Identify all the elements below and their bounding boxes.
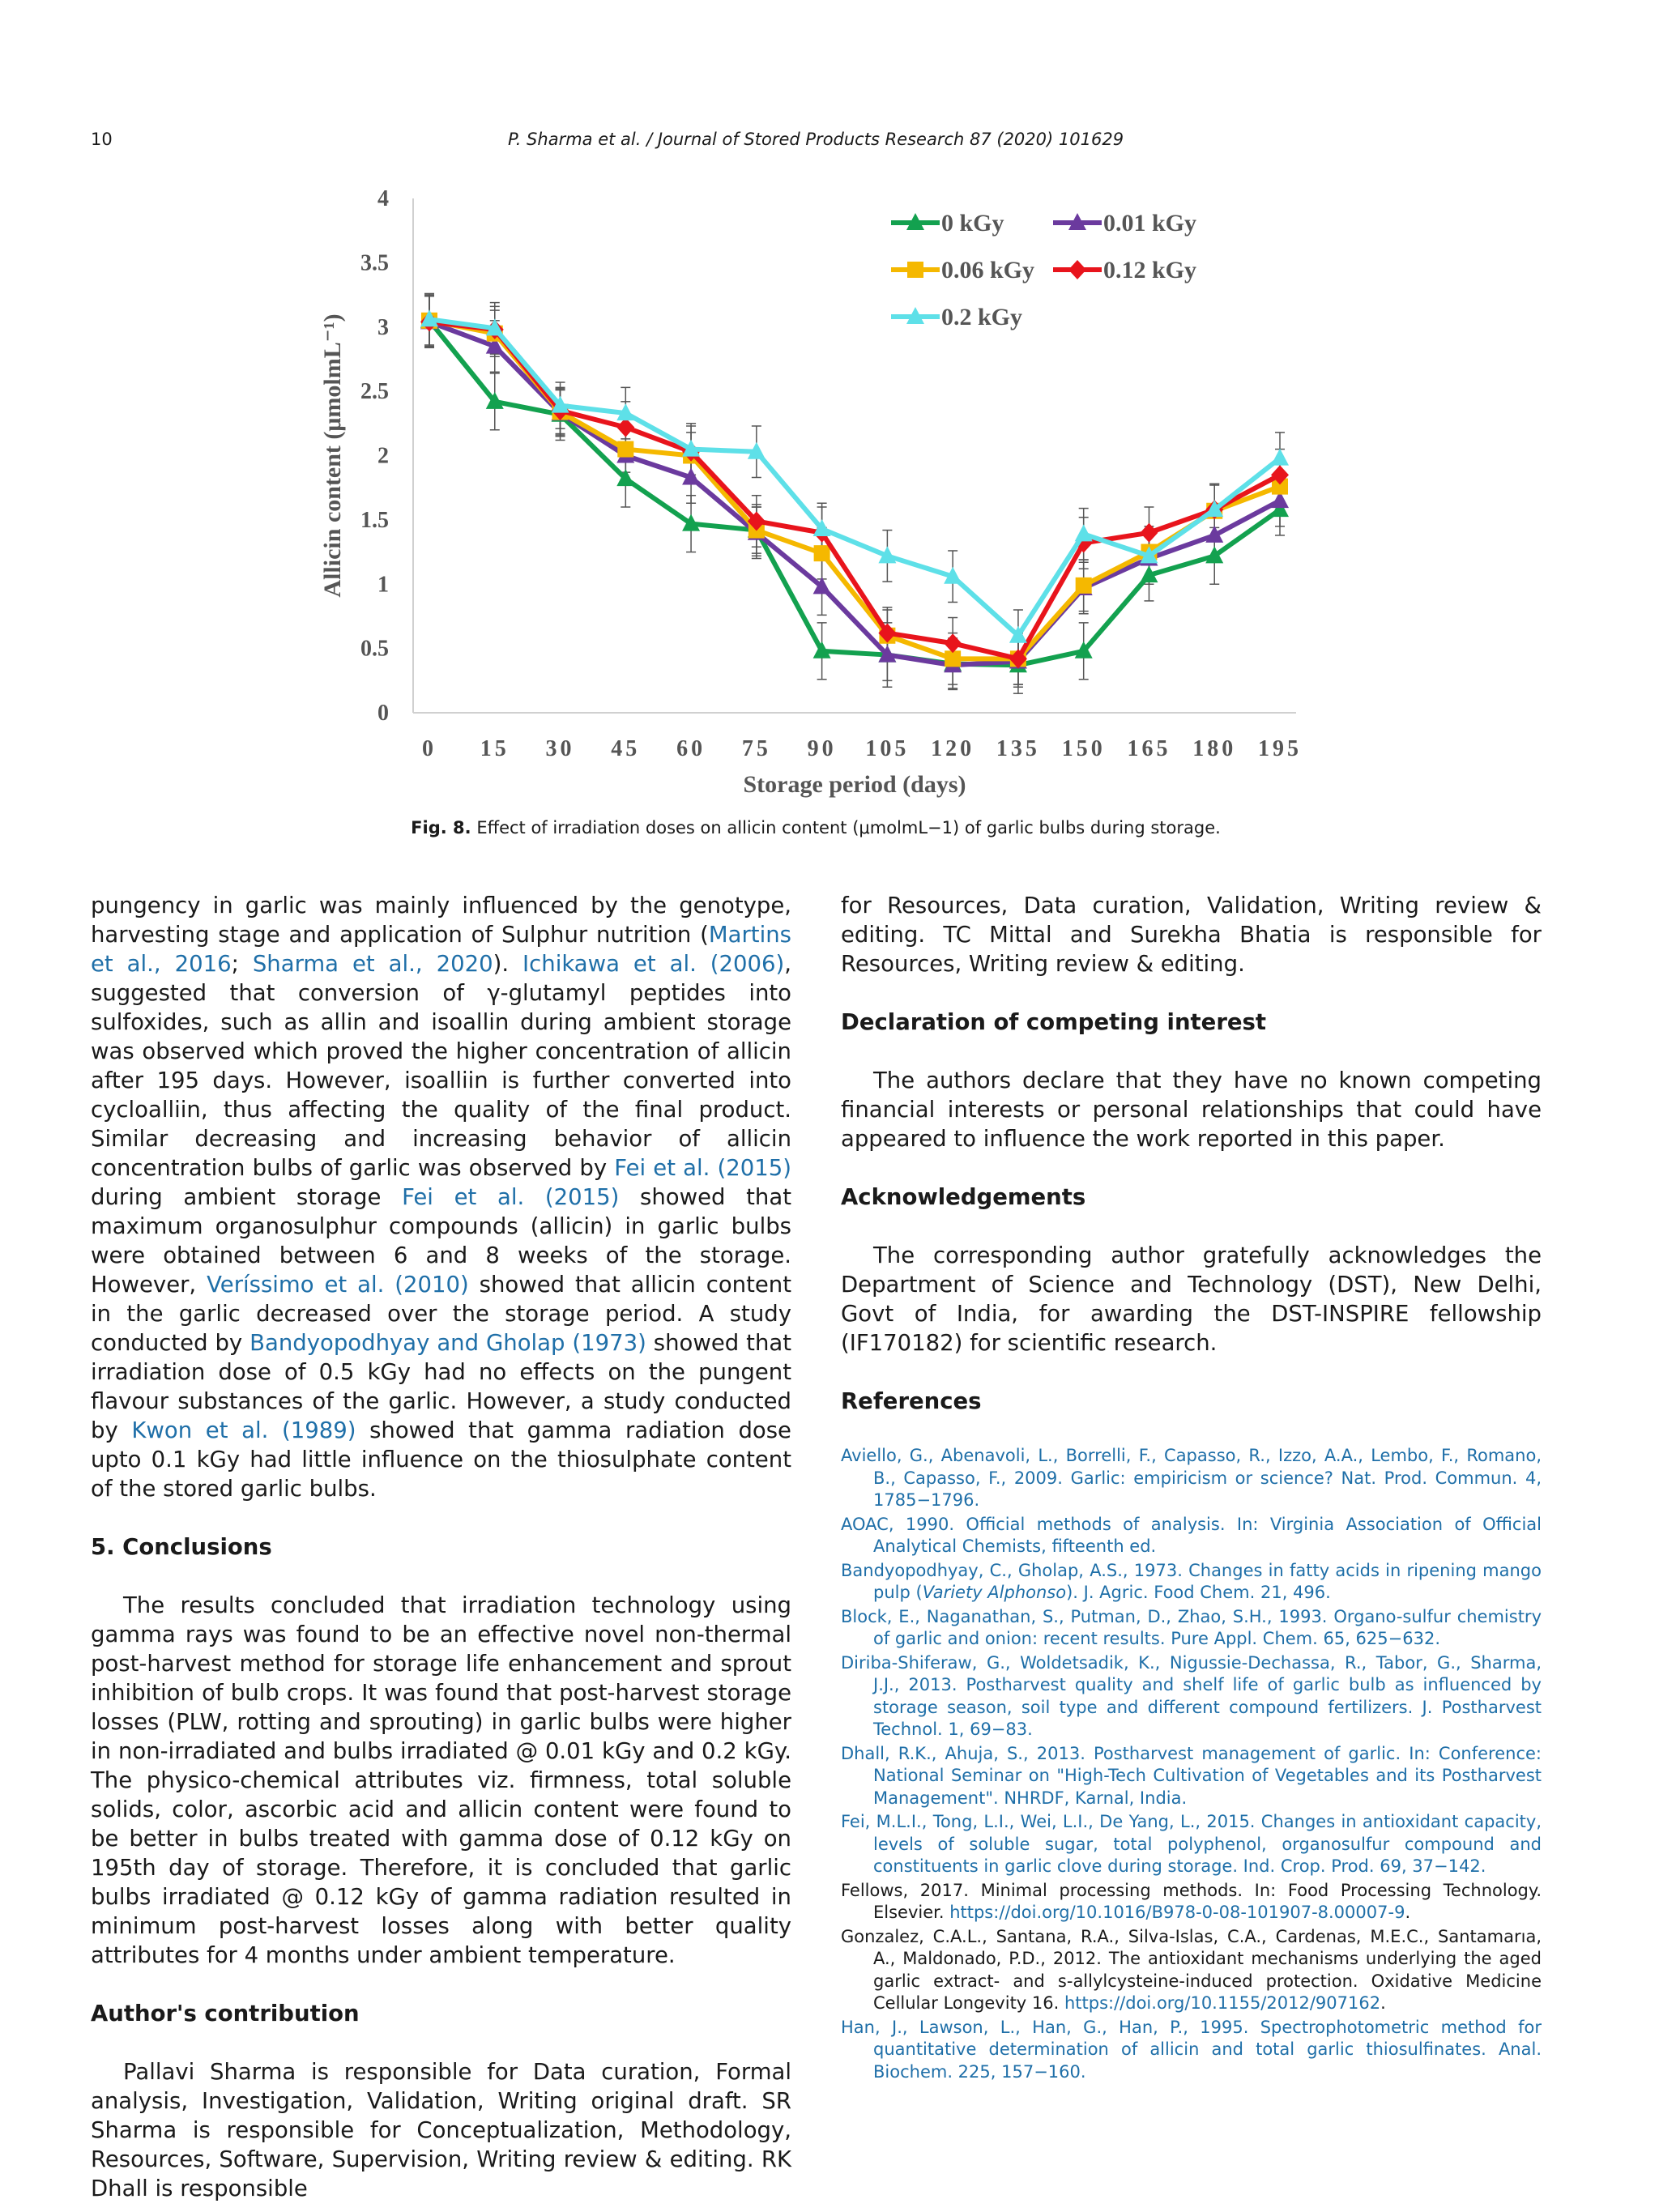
x-tick-label: 30 — [545, 736, 575, 761]
competing-interest-paragraph: The authors declare that they have no known competing financial interests or personal relationships that could have appeared to influence the work reported in this paper. — [841, 1068, 1542, 1152]
x-tick-label: 135 — [996, 736, 1040, 761]
reference-aviello[interactable]: Aviello, G., Abenavoli, L., Borrelli, F., Capasso, R., Izzo, A.A., Lembo, F., Romano, B., Capasso, F., 2009. Garlic: empiricism or science? Nat. Prod. Commun. 4, 1785−1796. — [841, 1446, 1542, 1510]
data-point — [1140, 523, 1158, 543]
reference-fellows — [841, 1880, 1542, 1924]
ref-text: . — [1405, 1903, 1411, 1922]
journal-citation: P. Sharma et al. / Journal of Stored Products Research 87 (2020) 101629 — [507, 130, 1124, 149]
caption-label: Fig. 8. — [411, 818, 471, 837]
conclusions-paragraph: The results concluded that irradiation technology using gamma rays was found to be an effective novel non-thermal post-harvest method for storage life enhancement and sprout inhibition of bulb crops. It was found that post-harvest storage losses (PLW, rotting and sprouting) in garlic bulbs were higher in non-irradiated and bulbs irradiated @ 0.01 kGy and 0.2 kGy. The physico-chemical attributes viz. firmness, total soluble solids, color, ascorbic acid and allicin content were found to be better in bulbs treated with gamma dose of 0.12 kGy on 195th day of storage. Therefore, it is concluded that garlic bulbs irradiated @ 0.12 kGy of gamma radiation resulted in minimum post-harvest losses along with better quality attributes for 4 months under ambient temperature. — [91, 1592, 791, 1968]
legend-label: 0.12 kGy — [1103, 257, 1197, 283]
text-run: showed that allicin content in the garlic decreased over the storage period. A study conducted by — [91, 1272, 791, 1356]
series-line-0-12-kGy — [429, 322, 1280, 658]
x-tick-label: 195 — [1258, 736, 1302, 761]
ref-link-kwon[interactable]: Kwon et al. (1989) — [131, 1417, 356, 1443]
ref-link-ichikawa[interactable]: Ichikawa et al. (2006) — [522, 951, 785, 977]
data-point — [1271, 449, 1289, 466]
acknowledgements-heading: Acknowledgements — [841, 1184, 1086, 1210]
ref-text: Gonzalez, C.A.L., Santana, R.A., Silva-Islas, C.A., Cardenas, M.E.C., Santamarıa, A., Maldonado, P.D., 2012. The antioxidant mechanisms underlying the aged garlic extract- and s-allylcysteine-induced protection. Oxidative Medicine Cellular Longevity 16. — [841, 1926, 1542, 2013]
figure-caption — [91, 818, 1541, 837]
text-run: showed that maximum organosulphur compounds (allicin) in garlic bulbs were obtained between 6 and 8 weeks of the storage. However, — [91, 1184, 791, 1298]
ref-link-sharma[interactable]: Sharma et al., 2020 — [252, 951, 493, 977]
reference-aoac[interactable]: AOAC, 1990. Official methods of analysis. In: Virginia Association of Official Analytical Chemists, fifteenth ed. — [841, 1514, 1542, 1556]
reference-han[interactable]: Han, J., Lawson, L., Han, G., Han, P., 1995. Spectrophotometric method for quantitative determination of allicin and total garlic thiosulfinates. Anal. Biochem. 225, 157−160. — [841, 2017, 1542, 2082]
legend-label: 0.2 kGy — [941, 304, 1023, 330]
legend-marker — [1068, 260, 1086, 279]
ref-text: . — [1380, 1993, 1386, 2013]
ref-text: Fellows, 2017. Minimal processing methods. In: Food Processing Technology. Elsevier. — [841, 1880, 1542, 1922]
competing-interest-heading: Declaration of competing interest — [841, 1009, 1267, 1035]
right-column — [841, 891, 1542, 2085]
x-tick-label: 15 — [480, 736, 510, 761]
page-number: 10 — [91, 130, 113, 149]
y-tick-label: 1.5 — [360, 507, 389, 533]
reference-fei[interactable]: Fei, M.L.I., Tong, L.I., Wei, L.I., De Yang, L., 2015. Changes in antioxidant capacity, levels of soluble sugar, total polyphenol, organosulfur compound and constituents in garlic clove during storage. Ind. Crop. Prod. 69, 37−142. — [841, 1812, 1542, 1876]
contribution-continued: for Resources, Data curation, Validation, Writing review & editing. TC Mittal and Surekha Bhatia is responsible for Resources, Writing review & editing. — [841, 893, 1542, 977]
reference-bandyopodhyay[interactable] — [841, 1560, 1542, 1605]
x-tick-label: 150 — [1061, 736, 1106, 761]
reference-list — [841, 1445, 1542, 2083]
conclusions-heading: 5. Conclusions — [91, 1534, 272, 1560]
legend-label: 0.01 kGy — [1103, 210, 1197, 237]
reference-block[interactable]: Block, E., Naganathan, S., Putman, D., Zhao, S.H., 1993. Organo-sulfur chemistry of garlic and onion: recent results. Pure Appl. Chem. 65, 625−632. — [841, 1606, 1542, 1648]
data-point — [945, 650, 961, 667]
legend-label: 0.06 kGy — [941, 257, 1035, 283]
running-head — [91, 130, 1541, 154]
text-run: showed that irradiation dose of 0.5 kGy had no effects on the pungent flavour substances of the garlic. However, a study conducted by — [91, 1330, 792, 1443]
data-point — [616, 418, 634, 437]
x-tick-label: 165 — [1127, 736, 1171, 761]
y-tick-label: 2.5 — [360, 379, 389, 405]
reference-gonzalez — [841, 1926, 1542, 2015]
x-tick-label: 90 — [807, 736, 837, 761]
series-line-0-kGy — [429, 321, 1280, 665]
reference-diriba[interactable]: Diriba-Shiferaw, G., Woldetsadik, K., Nigussie-Dechassa, R., Tabor, G., Sharma, J.J., 2013. Postharvest quality and shelf life of garlic bulb as influenced by storage season, soil type and different compound fertilizers. J. Postharvest Technol. 1, 69−83. — [841, 1652, 1542, 1739]
ref-link-martins[interactable]: Martins et al., 2016 — [91, 922, 791, 977]
data-point — [1075, 524, 1093, 541]
text-run: ). — [493, 951, 523, 977]
ref-text: ). J. Agric. Food Chem. 21, 496. — [1066, 1583, 1331, 1602]
data-point — [1076, 578, 1092, 594]
allicin-line-chart — [308, 174, 1328, 806]
y-axis-title: Allicin content (μmolmL⁻¹) — [319, 313, 346, 598]
x-tick-label: 105 — [865, 736, 910, 761]
x-tick-label: 120 — [931, 736, 975, 761]
ref-link-bandyopodhyay[interactable]: Bandyopodhyay and Gholap (1973) — [249, 1330, 646, 1356]
ref-text: Bandyopodhyay, C., Gholap, A.S., 1973. Changes in fatty acids in ripening mango pulp ( — [841, 1560, 1542, 1602]
text-run: showed that gamma radiation dose upto 0.1 kGy had little influence on the thiosulphate content of the stored garlic bulbs. — [91, 1417, 791, 1502]
y-tick-label: 3.5 — [360, 250, 389, 276]
text-run: during ambient storage — [91, 1184, 403, 1210]
series-line-0-06-kGy — [429, 321, 1280, 659]
text-run: ; — [231, 951, 253, 977]
references-heading: References — [841, 1388, 982, 1414]
data-point — [944, 633, 962, 653]
y-tick-label: 2 — [377, 443, 389, 469]
reference-dhall[interactable]: Dhall, R.K., Ahuja, S., 2013. Postharvest management of garlic. In: Conference: National Seminar on "High-Tech Cultivation of Vegetables and its Postharvest Management". NHRDF, Karnal, India. — [841, 1743, 1542, 1808]
discussion-paragraph — [91, 891, 791, 1503]
doi-link-gonzalez[interactable]: https://doi.org/10.1155/2012/907162 — [1064, 1993, 1381, 2013]
data-point — [814, 545, 830, 561]
x-axis-title: Storage period (days) — [743, 771, 966, 798]
ref-link-fei-2[interactable]: Fei et al. (2015) — [402, 1184, 620, 1210]
left-column — [91, 891, 791, 2203]
series-line-0-2-kGy — [429, 319, 1280, 636]
x-tick-label: 75 — [741, 736, 771, 761]
ref-italic: Variety Alphonso — [922, 1583, 1067, 1602]
text-run: pungency in garlic was mainly influenced by the genotype, harvesting stage and application of Sulphur nutrition ( — [91, 893, 791, 948]
text-run: , suggested that conversion of γ-glutamyl peptides into sulfoxides, such as allin and isoallin during ambient storage was observed which proved the higher concentration of allicin after 195 days. However, isoalliin is further converted into cycloalliin, thus affecting the quality of the final product. Similar decreasing and increasing behavior of allicin concentration bulbs of garlic was observed by — [91, 951, 791, 1181]
y-tick-label: 0.5 — [360, 636, 389, 662]
y-tick-label: 3 — [377, 314, 389, 340]
caption-text: Effect of irradiation doses on allicin content (μmolmL−1) of garlic bulbs during storage. — [476, 818, 1221, 837]
x-tick-label: 45 — [611, 736, 641, 761]
figure-8 — [308, 174, 1328, 806]
ref-link-verissimo[interactable]: Veríssimo et al. (2010) — [207, 1272, 469, 1298]
legend-marker — [907, 262, 923, 278]
x-tick-label: 180 — [1192, 736, 1237, 761]
x-tick-label: 0 — [422, 736, 437, 761]
x-tick-label: 60 — [676, 736, 706, 761]
y-tick-label: 1 — [377, 572, 389, 598]
contribution-heading: Author's contribution — [91, 2001, 360, 2027]
data-point — [617, 441, 633, 458]
contribution-paragraph: Pallavi Sharma is responsible for Data curation, Formal analysis, Investigation, Validation, Writing original draft. SR Sharma is responsible for Conceptualization, Methodology, Resources, Software, Supervision, Writing review & editing. RK Dhall is responsible — [91, 2059, 791, 2201]
series-line-0-01-kGy — [429, 322, 1280, 665]
ref-link-fei-1[interactable]: Fei et al. (2015) — [614, 1155, 791, 1181]
y-tick-label: 4 — [377, 186, 389, 211]
acknowledgements-paragraph: The corresponding author gratefully acknowledges the Department of Science and Technology (DST), New Delhi, Govt of India, for awarding the DST-INSPIRE fellowship (IF170182) for scientific research. — [841, 1242, 1542, 1356]
doi-link-fellows[interactable]: https://doi.org/10.1016/B978-0-08-101907-8.00007-9 — [949, 1903, 1405, 1922]
legend-label: 0 kGy — [941, 210, 1004, 237]
y-tick-label: 0 — [377, 701, 389, 726]
